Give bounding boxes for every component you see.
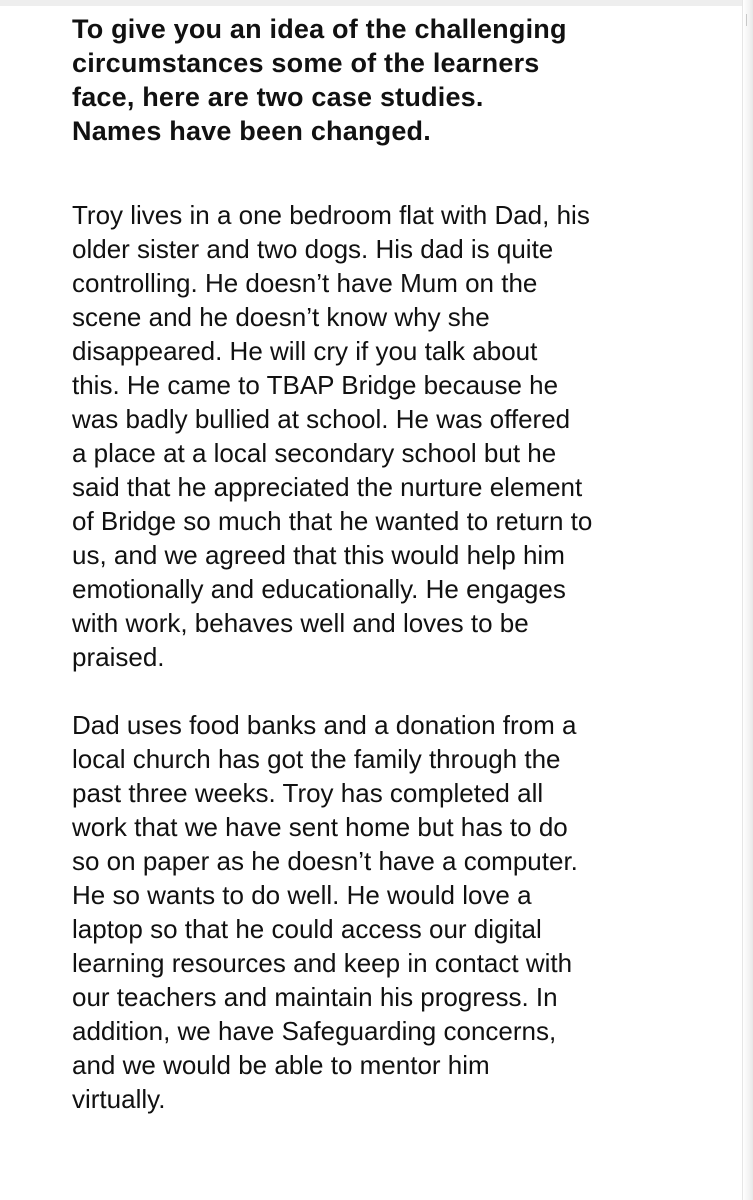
case-study-paragraph-1: Troy lives in a one bedroom flat with Dad, his older sister and two dogs. His dad is quite controlling. He doesn’t have Mum on the scene and he doesn’t know why she disappeared. He will cry if you talk about this. He came to TBAP Bridge because he was badly bullied at school. He was offered a place at a local secondary school but he said that he appreciated the nurture element of Bridge so much that he wanted to return to us, and we agreed that this would help him emotionally and educationally. He engages with work, behaves well and loves to be praised. (72, 200, 593, 672)
page-top-edge (0, 0, 753, 6)
scroll-indicator (746, 14, 747, 26)
document-heading: To give you an idea of the challenging circumstances some of the learners face, here are two case studies. Names have been changed. (72, 14, 567, 146)
case-study-paragraph-2: Dad uses food banks and a donation from a local church has got the family through the past three weeks. Troy has completed all work that we have sent home but has to do so on paper as he doesn’t have a computer. He so wants to do well. He would love a laptop so that he could access our digital learning resources and keep in contact with our teachers and maintain his progress. In addition, we have Safeguarding concerns, and we would be able to mentor him virtually. (72, 710, 578, 1114)
page-right-edge (742, 0, 753, 1200)
document-body (72, 12, 732, 1116)
